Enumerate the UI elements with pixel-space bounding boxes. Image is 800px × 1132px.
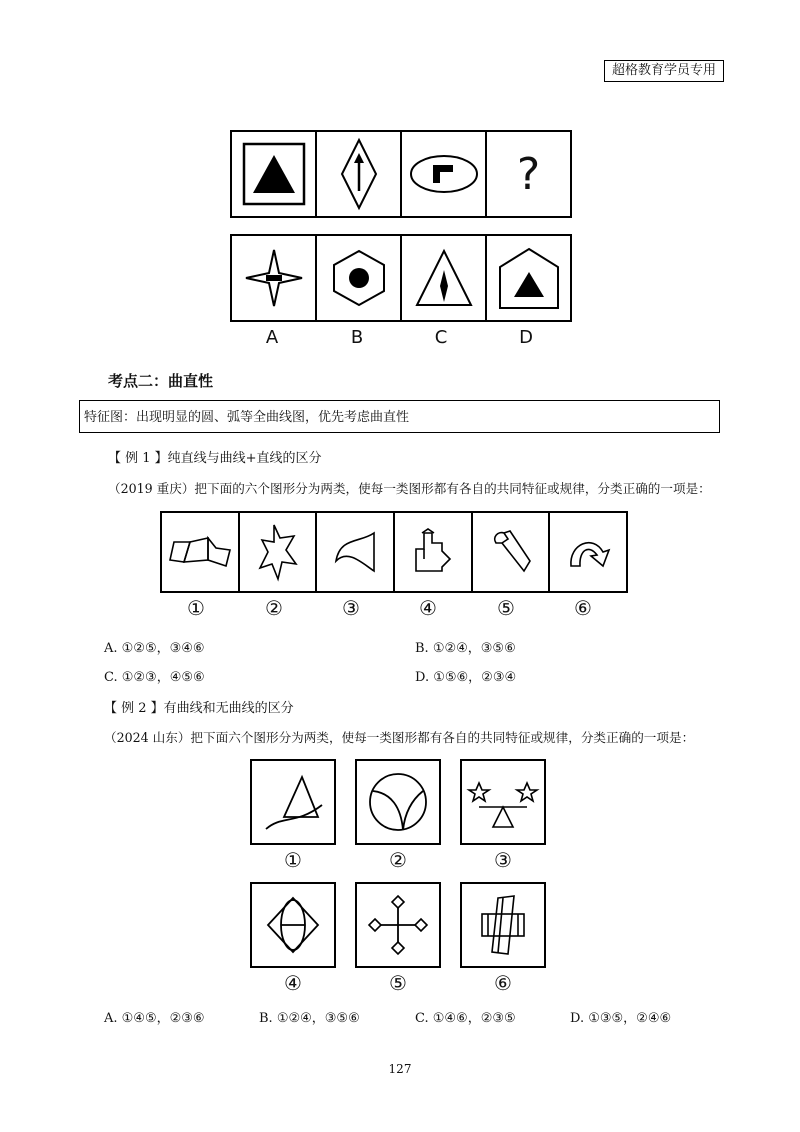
option-label-d: D (519, 327, 533, 348)
example1-figure-strip (160, 511, 628, 593)
example2-figure-5 (355, 882, 441, 968)
example1-figure-1 (162, 513, 238, 591)
example2-title: 【 例 2 】有曲线和无曲线的区分 (104, 701, 294, 716)
curved-arrow-icon (563, 530, 613, 574)
example1-figure-3 (315, 513, 393, 591)
example2-label-6: ⑥ (494, 971, 512, 995)
section-heading: 考点二：曲直性 (108, 372, 214, 390)
puzzle-cell-question (485, 132, 570, 216)
example2-label-1: ① (284, 848, 302, 872)
house-triangle-icon (497, 245, 561, 311)
diamond-ellipse-icon (258, 890, 328, 960)
header-badge: 超格教育学员专用 (604, 60, 724, 82)
example2-label-4: ④ (284, 971, 302, 995)
triangle-lens-icon (414, 248, 474, 308)
hexagon-circle-icon (331, 248, 387, 308)
option-label-c: C (434, 327, 448, 348)
example1-label-3: ③ (342, 596, 360, 620)
example2-label-3: ③ (494, 848, 512, 872)
example1-figure-4 (393, 513, 471, 591)
example1-label-6: ⑥ (574, 596, 592, 620)
page-number: 127 (388, 1062, 412, 1076)
diamond-arrow-icon (339, 137, 379, 211)
example1-label-5: ⑤ (497, 596, 515, 620)
irregular-star-icon (256, 522, 300, 582)
example2-figure-2 (355, 759, 441, 845)
stars-balance-icon (465, 767, 541, 837)
wrench-icon (486, 527, 536, 577)
example1-choice-a: A. ①②⑤，③④⑥ (104, 641, 205, 656)
example1-choice-d: D. ①⑤⑥，②③④ (415, 670, 517, 685)
example2-label-5: ⑤ (389, 971, 407, 995)
example1-label-4: ④ (419, 596, 437, 620)
option-cell-d (485, 236, 570, 320)
puzzle-cell-2 (315, 132, 400, 216)
example2-choice-d: D. ①③⑤，②④⑥ (570, 1011, 672, 1026)
example2-figure-6 (460, 882, 546, 968)
example1-label-1: ① (187, 596, 205, 620)
example1-figure-5 (471, 513, 549, 591)
feature-note-box: 特征图：出现明显的圆、弧等全曲线图，优先考虑曲直性 (79, 400, 720, 433)
crossed-bars-icon (468, 890, 538, 960)
parallelogram-chain-icon (168, 532, 232, 572)
example2-label-2: ② (389, 848, 407, 872)
arrow-blocks-icon (408, 527, 458, 577)
triangle-curve-icon (258, 767, 328, 837)
example2-figure-4 (250, 882, 336, 968)
example1-question: （2019 重庆）把下面的六个图形分为两类，使每一类图形都有各自的共同特征或规律，分类正确的一项是： (108, 481, 711, 496)
example1-choice-c: C. ①②③，④⑤⑥ (104, 670, 205, 685)
question-mark: ? (516, 148, 541, 200)
option-cell-c (400, 236, 485, 320)
triangle-in-square-icon (241, 141, 307, 207)
example2-choice-c: C. ①④⑥，②③⑤ (415, 1011, 516, 1026)
option-label-a: A (265, 327, 279, 348)
example2-figure-3 (460, 759, 546, 845)
cross-diamonds-icon (363, 890, 433, 960)
example2-choice-b: B. ①②④，③⑤⑥ (259, 1011, 360, 1026)
puzzle-options-strip (230, 234, 572, 322)
puzzle-question-strip (230, 130, 572, 218)
example1-figure-6 (548, 513, 626, 591)
option-cell-b (315, 236, 400, 320)
bowtie-curve-icon (330, 527, 380, 577)
example2-figure-1 (250, 759, 336, 845)
example2-question: （2024 山东）把下面六个图形分为两类，使每一类图形都有各自的共同特征或规律，分类正确的一项是： (104, 730, 695, 745)
circle-arcs-icon (363, 767, 433, 837)
puzzle-cell-1 (232, 132, 315, 216)
example1-label-2: ② (265, 596, 283, 620)
example2-choice-a: A. ①④⑤，②③⑥ (104, 1011, 205, 1026)
puzzle-cell-3 (400, 132, 485, 216)
option-label-b: B (350, 327, 364, 348)
option-cell-a (232, 236, 315, 320)
ellipse-corner-icon (409, 152, 479, 196)
example1-choice-b: B. ①②④，③⑤⑥ (415, 641, 516, 656)
four-point-star-icon (244, 248, 304, 308)
example1-title: 【 例 1 】纯直线与曲线+直线的区分 (108, 451, 322, 466)
example1-figure-2 (238, 513, 316, 591)
